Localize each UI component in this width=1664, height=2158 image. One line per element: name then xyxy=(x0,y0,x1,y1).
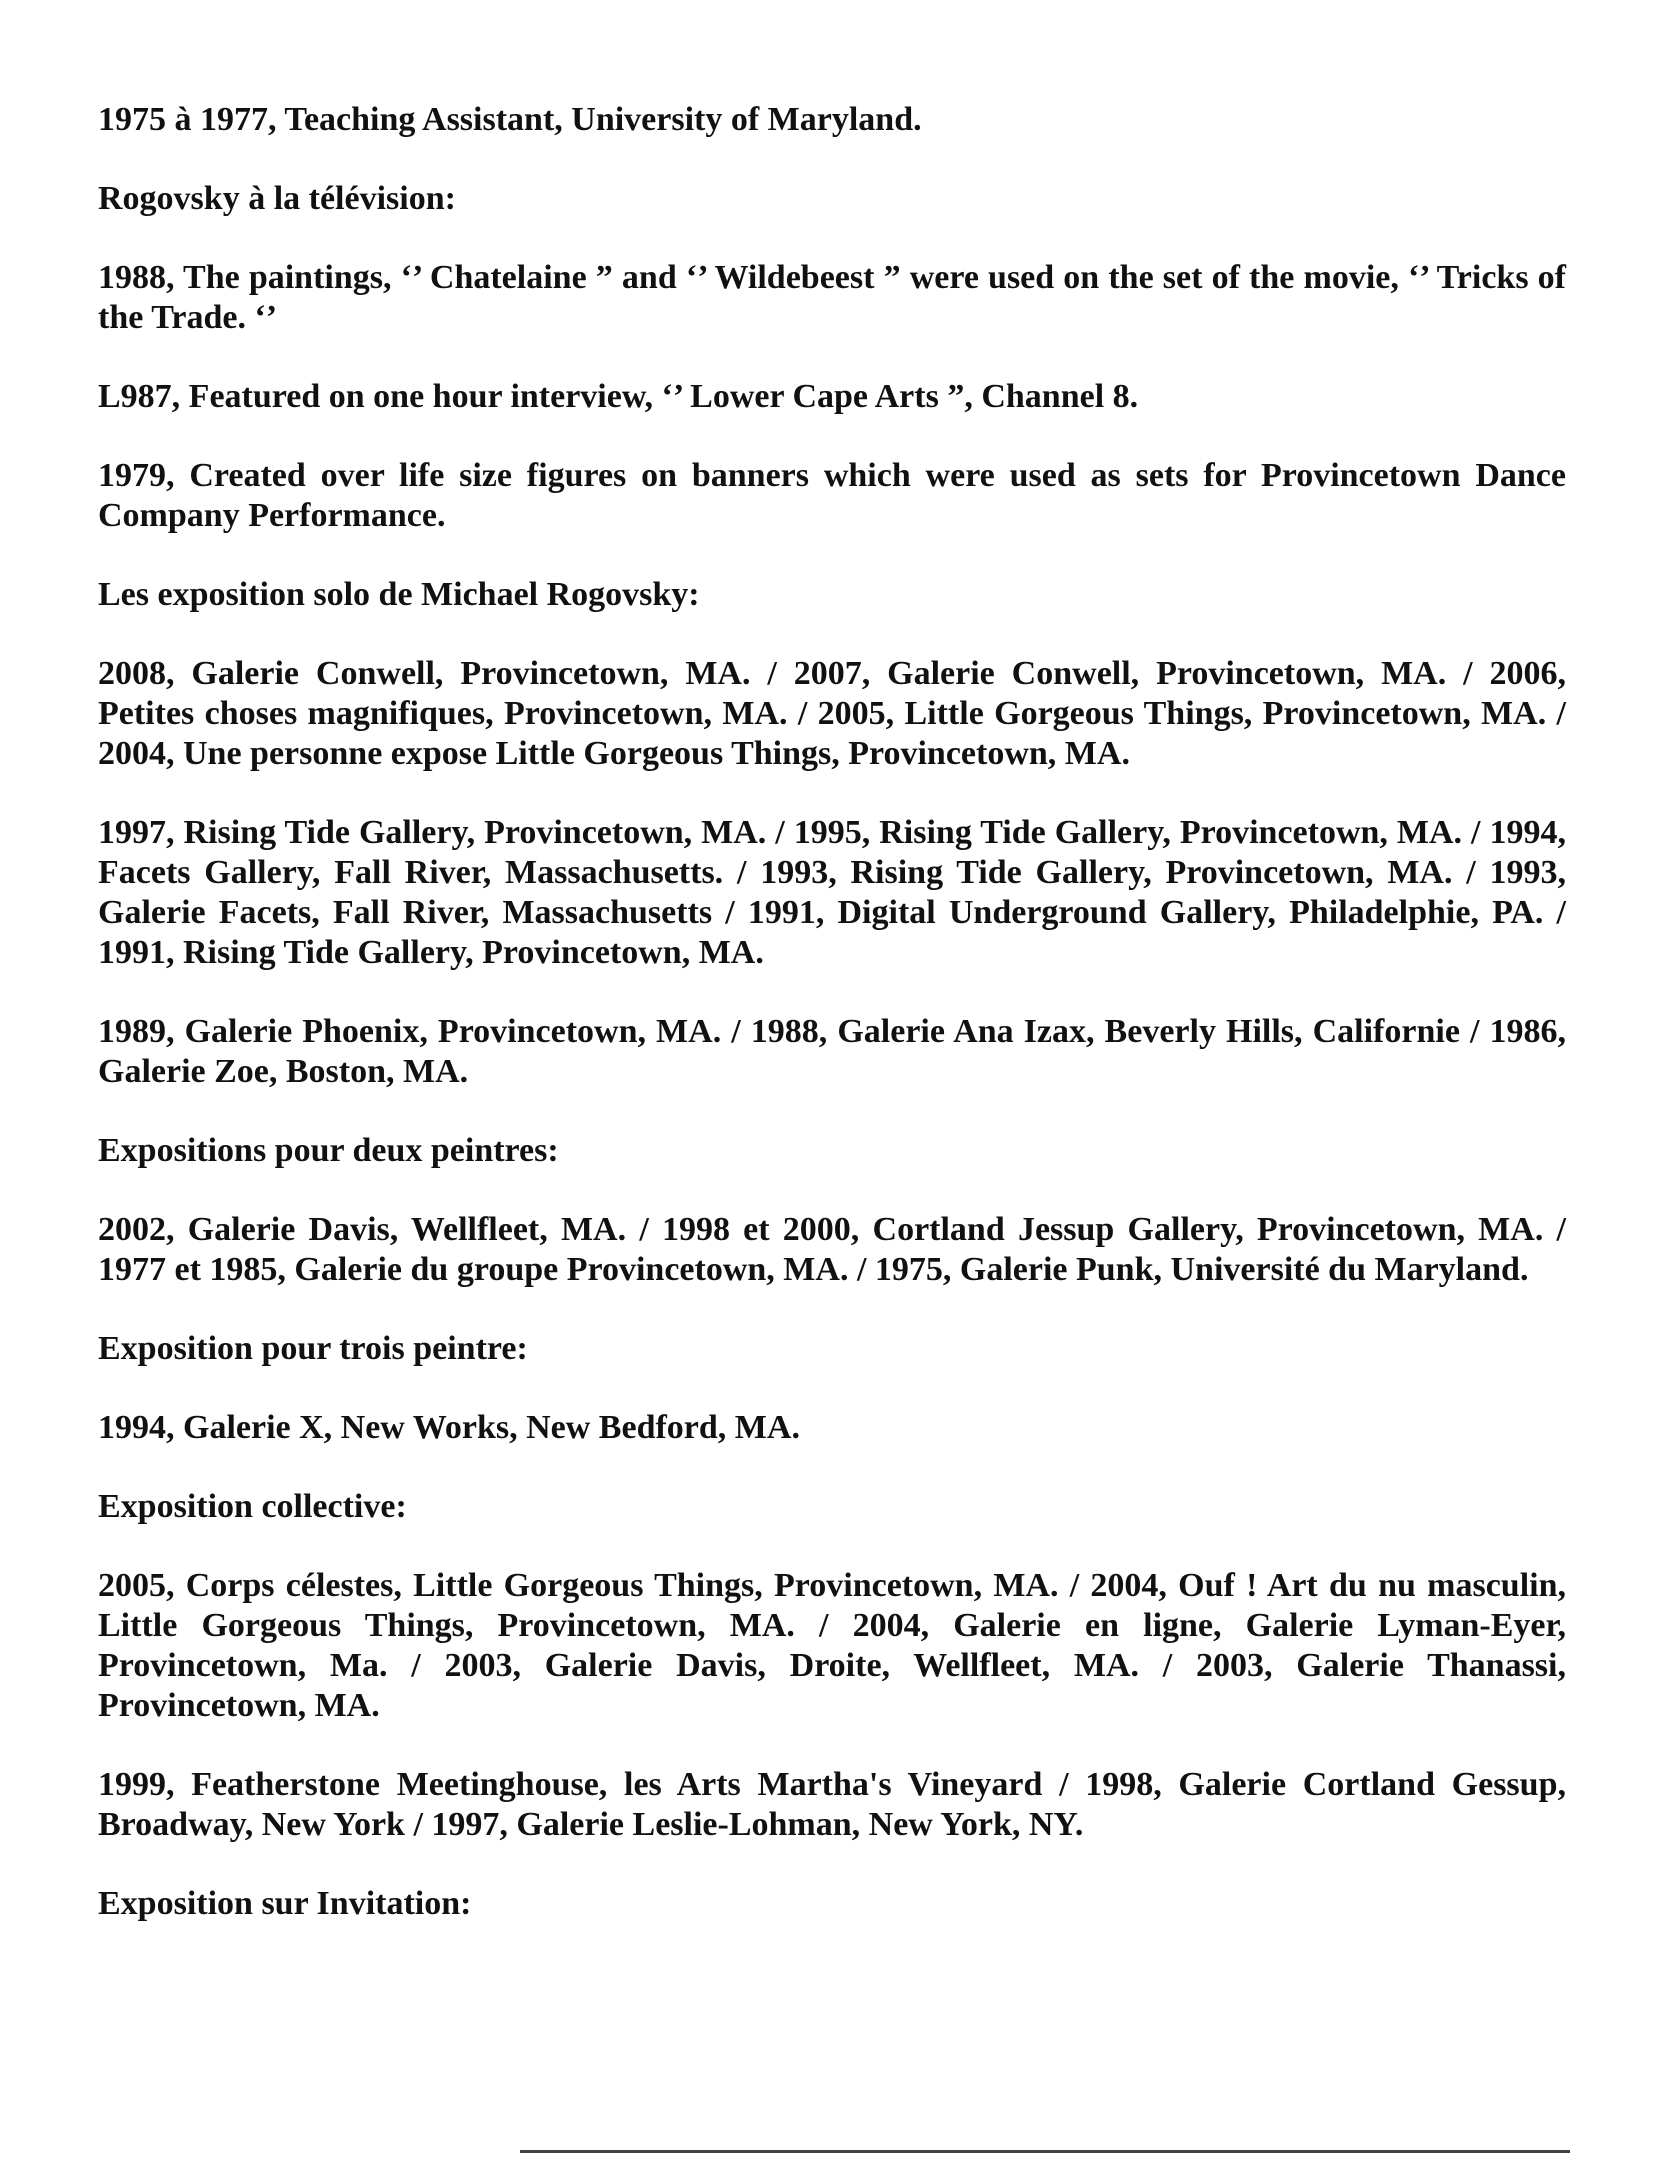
section-heading-group-exhibitions: Exposition collective: xyxy=(98,1488,407,1525)
section-heading-television: Rogovsky à la télévision: xyxy=(98,180,456,217)
section-heading-solo-exhibitions: Les exposition solo de Michael Rogovsky: xyxy=(98,576,700,613)
television-entry-1987: L987, Featured on one hour interview, ‘’ Lower Cape Arts ”, Channel 8. xyxy=(98,378,1139,415)
bottom-rule xyxy=(520,2150,1570,2153)
section-heading-invitational: Exposition sur Invitation: xyxy=(98,1885,472,1922)
three-painters-entry: 1994, Galerie X, New Works, New Bedford, MA. xyxy=(98,1409,800,1446)
two-painters-entries: 2002, Galerie Davis, Wellfleet, MA. / 1998 et 2000, Cortland Jessup Gallery, Provincetown, MA. / 1977 et 1985, Galerie du groupe Provincetown, MA. / 1975, Galerie Punk, Université du Maryland. xyxy=(98,1211,1566,1288)
section-heading-two-painters: Expositions pour deux peintres: xyxy=(98,1132,559,1169)
document-page xyxy=(98,100,1566,1963)
solo-exhibitions-1990s: 1997, Rising Tide Gallery, Provincetown, MA. / 1995, Rising Tide Gallery, Provincetown, MA. / 1994, Facets Gallery, Fall River, Massachusetts. / 1993, Rising Tide Gallery, Provincetown, MA. / 1993, Galerie Facets, Fall River, Massachusetts / 1991, Digital Underground Gallery, Philadelphie, PA. / 1991, Rising Tide Gallery, Provincetown, MA. xyxy=(98,814,1566,971)
television-entry-1988: 1988, The paintings, ‘’ Chatelaine ” and ‘’ Wildebeest ” were used on the set of the movie, ‘’ Tricks of the Trade. ‘’ xyxy=(98,259,1566,336)
group-exhibitions-2000s: 2005, Corps célestes, Little Gorgeous Things, Provincetown, MA. / 2004, Ouf ! Art du nu masculin, Little Gorgeous Things, Provincetown, MA. / 2004, Galerie en ligne, Galerie Lyman-Eyer, Provincetown, Ma. / 2003, Galerie Davis, Droite, Wellfleet, MA. / 2003, Galerie Thanassi, Provincetown, MA. xyxy=(98,1567,1566,1724)
television-entry-1979: 1979, Created over life size figures on banners which were used as sets for Provincetown Dance Company Performance. xyxy=(98,457,1566,534)
group-exhibitions-1990s: 1999, Featherstone Meetinghouse, les Arts Martha's Vineyard / 1998, Galerie Cortland Gessup, Broadway, New York / 1997, Galerie Leslie-Lohman, New York, NY. xyxy=(98,1766,1566,1843)
section-heading-three-painters: Exposition pour trois peintre: xyxy=(98,1330,528,1367)
employment-entry: 1975 à 1977, Teaching Assistant, University of Maryland. xyxy=(98,101,922,138)
solo-exhibitions-1980s: 1989, Galerie Phoenix, Provincetown, MA. / 1988, Galerie Ana Izax, Beverly Hills, Californie / 1986, Galerie Zoe, Boston, MA. xyxy=(98,1013,1566,1090)
solo-exhibitions-2000s: 2008, Galerie Conwell, Provincetown, MA. / 2007, Galerie Conwell, Provincetown, MA. / 2006, Petites choses magnifiques, Provincetown, MA. / 2005, Little Gorgeous Things, Provincetown, MA. / 2004, Une personne expose Little Gorgeous Things, Provincetown, MA. xyxy=(98,655,1566,772)
